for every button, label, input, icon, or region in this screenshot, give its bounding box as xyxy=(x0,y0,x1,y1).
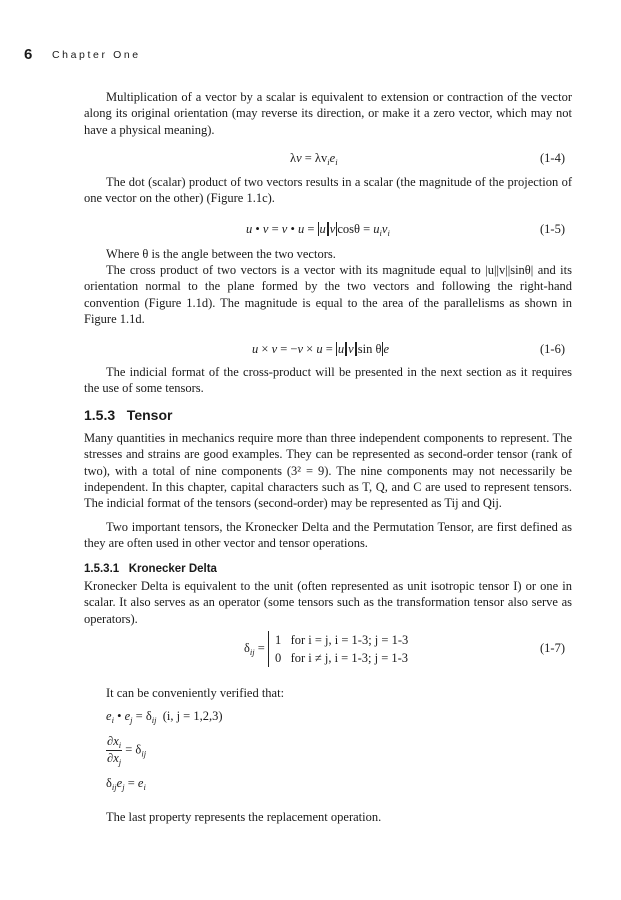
property-replacement: $\delta_{ij}e_j = e_i$ xyxy=(106,776,146,792)
section-heading-tensor: 1.5.3 Tensor xyxy=(84,407,173,423)
equation-number-1-4: (1-4) xyxy=(540,151,565,165)
paragraph-verification: It can be conveniently verified that: xyxy=(106,686,285,700)
paragraph-dot-product: The dot (scalar) product of two vectors results in a scalar (the magnitude of the projection of one vector on the other) (Figure 1.1c). xyxy=(84,175,572,206)
equation-1-6: u × v = −v × u = u v sin θ e xyxy=(252,342,389,356)
paragraph-angle-definition: Where θ is the angle between the two vectors. xyxy=(106,247,336,261)
equation-number-1-6: (1-6) xyxy=(540,342,565,356)
paragraph-tensor-intro: Many quantities in mechanics require more than three independent components to represent. The stresses and strains are good examples. They can be represented as second-order tensor (rank of two), with a total of nine components (3² = 9). The nine components may not necessarily be independent. In this chapter, capital characters such as T, Q, and C are used to represent tensors. The indicial format of the tensors (second-order) may be represented as Tij and Qij. xyxy=(84,431,572,511)
chapter-header: Chapter One xyxy=(52,49,141,61)
equation-number-1-7: (1-7) xyxy=(540,641,565,655)
paragraph-two-tensors: Two important tensors, the Kronecker Delta and the Permutation Tensor, are first defined as they are often used in other vector and tensor operations. xyxy=(84,520,572,551)
property-partial-derivative: $\frac{\partial x_i}{\partial x_j}$ = $\delta_{ij}$ xyxy=(107,734,147,767)
paragraph-cross-product-indicial: The indicial format of the cross-product will be presented in the next section as it requires the use of some tensors. xyxy=(84,365,572,396)
eq-1-7-case-not-equal: for i ≠ j, i = 1-3; j = 1-3 xyxy=(290,651,409,665)
paragraph-scalar-multiplication: Multiplication of a vector by a scalar is equivalent to extension or contraction of the vector along its original orientation (may reverse its direction, or make it a zero vector, which may not have a physical meaning). xyxy=(84,90,572,137)
equation-1-7: $\delta_{ij}$ = 1 for i = j, i = 1-3; j = 1-3 0 for i ≠ j, i = 1-3; j = 1-3 xyxy=(244,633,409,665)
equation-1-4: $\lambda v = \lambda v_ie_i$ xyxy=(290,151,338,167)
paragraph-replacement-operation: The last property represents the replacement operation. xyxy=(106,810,382,824)
property-orthonormal-basis: $e_i$ • $e_j = \delta_{ij}$ (i, j = 1,2,3) xyxy=(106,709,223,725)
eq-1-7-case-equal: for i = j, i = 1-3; j = 1-3 xyxy=(290,633,409,647)
property-index-range: (i, j = 1,2,3) xyxy=(162,709,223,723)
paragraph-kronecker-delta: Kronecker Delta is equivalent to the unit (often represented as unit isotropic tensor I) or one in scalar. It also serves as an operator (some tensors such as the transformation tensor also serve as operators). xyxy=(84,579,572,626)
section-heading-kronecker-delta: 1.5.3.1 Kronecker Delta xyxy=(84,563,217,575)
equation-1-5: u • v = v • u = u v $\cos\theta = u_iv_i$ xyxy=(246,222,390,238)
paragraph-cross-product: The cross product of two vectors is a vector with its magnitude equal to |u||v||sinθ| and its orientation normal to the plane formed by the two vectors and following the right-hand convention (Figure 1.1d). The magnitude is equal to the area of the parallelisms as shown in Figure 1.1d. xyxy=(84,263,572,326)
equation-number-1-5: (1-5) xyxy=(540,222,565,236)
page-number: 6 xyxy=(24,46,33,63)
